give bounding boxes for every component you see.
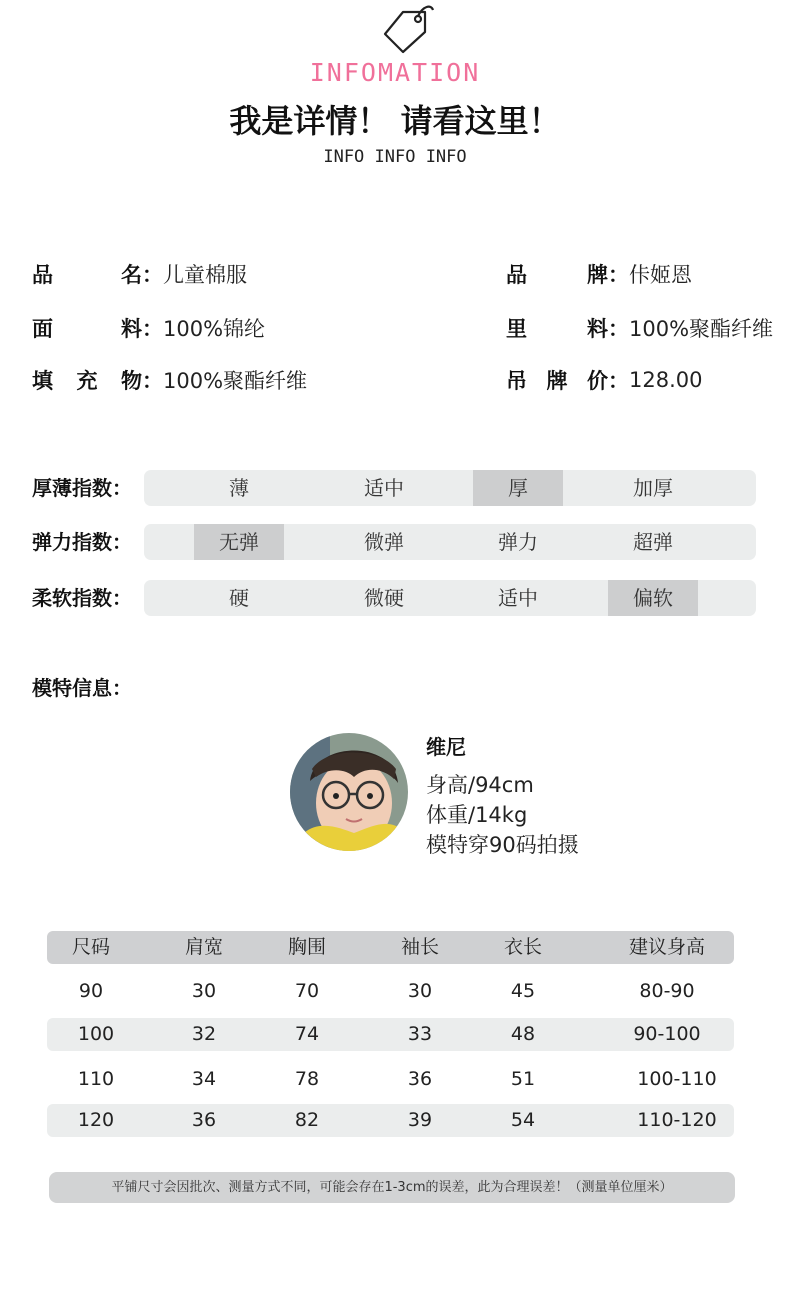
page-title: 我是详情！ 请看这里！ [229, 102, 561, 140]
table-cell: 36 [191, 1109, 217, 1131]
info-sep: ： [608, 317, 629, 341]
table-cell: 110 [77, 1068, 115, 1090]
index-option-selected: 无弹 [194, 524, 284, 560]
info-value-lining: 100%聚酯纤维 [629, 317, 774, 341]
table-cell: 51 [510, 1068, 536, 1090]
info-value-price: 128.00 [629, 368, 703, 392]
info-label-char: 吊 [506, 369, 527, 393]
table-header-cell: 尺码 [71, 936, 110, 958]
index-option: 微弹 [364, 530, 404, 554]
model-height: 身高/94cm [426, 773, 534, 797]
index-option: 硬 [229, 586, 249, 610]
info-subtitle: INFO INFO INFO [323, 147, 467, 167]
table-cell: 120 [77, 1109, 115, 1131]
table-cell: 34 [191, 1068, 217, 1090]
info-label-char: 价 [587, 369, 608, 393]
table-cell: 74 [294, 1023, 320, 1045]
info-label [32, 365, 142, 395]
table-cell: 39 [407, 1109, 433, 1131]
measurement-note: 平铺尺寸会因批次、测量方式不同，可能会存在1-3cm的误差，此为合理误差！（测量单位厘米） [49, 1172, 735, 1203]
info-label-char: 料 [587, 317, 608, 341]
table-cell: 45 [510, 980, 536, 1002]
table-cell: 70 [294, 980, 320, 1002]
table-cell: 48 [510, 1023, 536, 1045]
table-row [47, 1018, 734, 1051]
info-value-name: 儿童棉服 [163, 263, 247, 287]
table-cell: 90 [78, 980, 104, 1002]
elasticity-index-label: 弹力指数： [32, 530, 132, 554]
info-label-char: 料 [121, 317, 142, 341]
info-row-filling [32, 365, 307, 395]
thickness-index-label: 厚薄指数： [32, 476, 132, 500]
index-option: 微硬 [364, 586, 404, 610]
index-option-selected: 偏软 [608, 580, 698, 616]
price-tag-icon [381, 2, 437, 54]
info-value-filling: 100%聚酯纤维 [163, 369, 308, 393]
table-cell: 80-90 [639, 980, 695, 1002]
table-cell: 33 [407, 1023, 433, 1045]
info-row-name [32, 259, 247, 289]
size-table-header [47, 931, 734, 964]
avatar [290, 733, 408, 851]
info-label-char: 里 [506, 317, 527, 341]
table-header-cell: 袖长 [400, 936, 439, 958]
info-row-lining [506, 313, 773, 343]
table-cell: 100 [77, 1023, 115, 1045]
info-en-title: INFOMATION [309, 58, 481, 87]
info-label-char: 牌 [587, 263, 608, 287]
table-cell: 30 [407, 980, 433, 1002]
table-cell: 30 [191, 980, 217, 1002]
table-row [47, 1063, 734, 1096]
table-cell: 36 [407, 1068, 433, 1090]
index-option: 弹力 [498, 530, 538, 554]
info-row-brand [506, 259, 692, 289]
table-header-cell: 肩宽 [184, 936, 223, 958]
info-label-char: 物 [121, 369, 142, 393]
info-label-char: 名 [121, 263, 142, 287]
info-label [32, 313, 142, 343]
table-row [47, 975, 734, 1008]
info-sep: ： [142, 369, 163, 393]
table-cell: 78 [294, 1068, 320, 1090]
info-label [506, 259, 608, 289]
index-option: 加厚 [633, 476, 673, 500]
table-header-cell: 建议身高 [628, 936, 705, 958]
table-header-cell: 衣长 [503, 936, 542, 958]
table-cell: 32 [191, 1023, 217, 1045]
table-row [47, 1104, 734, 1137]
index-option: 薄 [229, 476, 249, 500]
info-sep: ： [608, 369, 629, 393]
model-weight: 体重/14kg [426, 803, 528, 827]
thickness-index-bar [144, 470, 756, 506]
table-header-cell: 胸围 [287, 936, 326, 958]
info-label-char: 品 [32, 263, 53, 287]
info-label-char: 面 [32, 317, 53, 341]
index-option-selected: 厚 [473, 470, 563, 506]
info-sep: ： [608, 263, 629, 287]
softness-index-label: 柔软指数： [32, 586, 132, 610]
index-option: 超弹 [633, 530, 673, 554]
info-label-char: 充 [76, 369, 98, 393]
info-label-char: 品 [506, 263, 527, 287]
info-sep: ： [142, 317, 163, 341]
table-cell: 54 [510, 1109, 536, 1131]
info-value-fabric: 100%锦纶 [163, 317, 266, 341]
model-size-note: 模特穿90码拍摄 [426, 833, 579, 857]
model-section-title: 模特信息： [32, 676, 132, 700]
table-cell: 110-120 [637, 1109, 717, 1131]
table-cell: 82 [294, 1109, 320, 1131]
index-option: 适中 [364, 476, 404, 500]
table-cell: 90-100 [633, 1023, 701, 1045]
info-label-char: 填 [32, 369, 53, 393]
info-label [32, 259, 142, 289]
model-name: 维尼 [426, 735, 466, 759]
info-label [506, 313, 608, 343]
elasticity-index-bar [144, 524, 756, 560]
info-sep: ： [142, 263, 163, 287]
child-portrait-image [290, 733, 408, 851]
softness-index-bar [144, 580, 756, 616]
info-row-fabric [32, 313, 265, 343]
index-option: 适中 [498, 586, 538, 610]
info-label-char: 牌 [546, 369, 568, 393]
info-row-price [506, 365, 702, 395]
info-label [506, 365, 608, 395]
table-cell: 100-110 [637, 1068, 717, 1090]
info-value-brand: 佧姬恩 [629, 263, 692, 287]
